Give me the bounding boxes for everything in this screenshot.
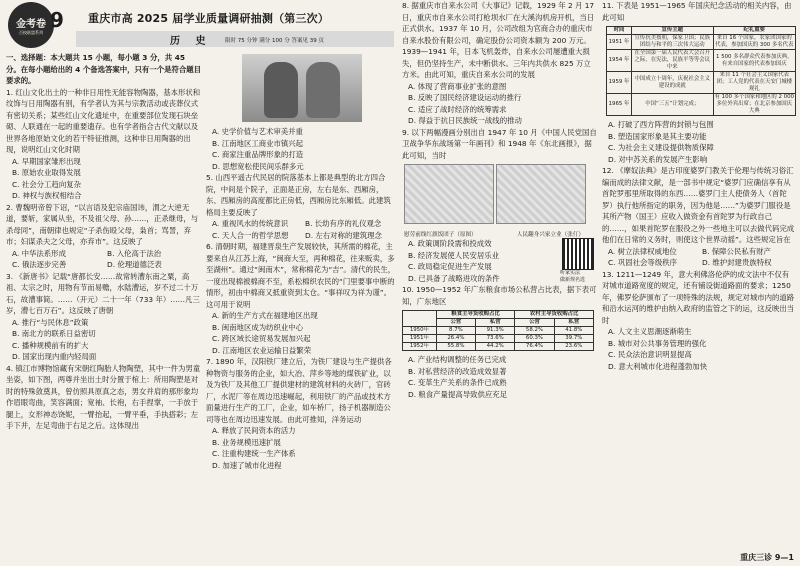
subject-label: 历 史	[170, 36, 212, 47]
table-row	[607, 72, 796, 94]
q10-table	[402, 310, 594, 351]
q12-option-d: D. 维护封建贵族特权	[702, 258, 772, 267]
cell: 58.2%	[515, 327, 554, 335]
cell: 73.6%	[476, 335, 515, 343]
q9-option-c: C. 政局稳定促进生产发展	[408, 262, 492, 271]
q11-table	[606, 26, 796, 116]
q2-options-row2	[12, 259, 202, 271]
paper-title: 重庆市高 2025 届学业质量调研抽测（第三次）	[88, 12, 330, 25]
q1-option-a: A. 早期国家雏形出现	[12, 156, 81, 166]
question-5-stem: 5. 山西平遥古代民居的院落基本上都是典型的北方四合院，中间是个院子，正面是正房，左右是东、西厢房，东、西厢房的高度都比正房低，西厢房比东厢低。此建筑格局主要反映了	[206, 173, 391, 217]
cartoon-images	[404, 164, 584, 230]
q7-option-d: D. 加速了城市化进程	[212, 460, 282, 470]
question-8-stem: 8. 据重庆市自来水公司《大事记》记载，1929 年 2 月 17 日，重庆市自来水公司打枪坝水厂在大溪沟机房开机，当日正式供水。1937 年 10 月，公司改组为官商合办的重庆市自来水股份有限公司，确定股份公司资本额为 200 万元。1939—1941 年，日本飞机轰炸，自来水公司屡遭重大损失，但仍坚持生产，未中断供水。三年内共供水 825 万立方米。由此可知，重庆自来水公司的发展	[402, 1, 595, 79]
logo-subtitle: 百校联盟系列	[19, 29, 43, 35]
cell: 来自 16 个国家，农家团国家的代表，参加国庆的 300 多名代表	[713, 35, 795, 50]
q8-option-a: A. 体现了营商事业扩张的意图	[408, 81, 507, 91]
cell: 1951 年	[607, 35, 632, 50]
cell: 1951年	[403, 335, 437, 343]
question-13-stem: 13. 1211—1249 年，意大利佛洛伦萨的成文法中不仅有对城市道路宽度的规定，还有铺设街道路面的要求；1250 年，佛罗伦萨颁布了一项特殊的法规，规定对城市内的道路和沿水运河的维护由纳入政府的监管之下的运，这反映出当时	[602, 269, 795, 325]
table-row	[403, 343, 594, 351]
q6-option-b: B. 闽南地区成为纺织业中心	[212, 322, 304, 332]
table-sub-priv1: 私营	[476, 319, 515, 327]
cell: 1959 年	[607, 72, 632, 94]
q10-option-d: D. 粮食产量提高导致供应充足	[408, 389, 508, 399]
question-4-stem: 4. 镇江市博物馆藏有宋朝红陶胎人物陶塑，其中一件为男童坐姿，如下图，两尊并坐出土时分置于棺上：所用陶塑是对时的特殊敛奠具，曾仿照具原真之态，男女并肩的那形象均作眉眼弯曲，笑容满面；宽袖、长袍，右手捏掌，一手放于腿上，女形神态饶妮，一臂抬起，一臂平垂，手执搭彩；左手下并，左足弯曲于右足之后。这体现出	[6, 363, 201, 430]
q5-option-c: C. 天人合一的哲学思想	[212, 230, 289, 240]
q1-option-d: D. 神权与族权相结合	[12, 191, 82, 200]
cell: 76.4%	[515, 343, 554, 351]
page-footer: 重庆三诊 9—1	[740, 553, 794, 562]
q4-option-d: D. 思想宽松使民间乐群多元	[212, 161, 304, 171]
q13-option-c: C. 民众法治意识明显提高	[608, 350, 692, 359]
q1-option-c: C. 社会分工趋向复杂	[12, 179, 81, 189]
column-3	[402, 0, 598, 566]
exam-meta: 限时 75 分钟 满分 100 分 答案见 39 页	[225, 38, 324, 44]
q11-option-a: A. 打破了西方阵营的封锁与包围	[608, 120, 714, 129]
q6-option-a: A. 新的生产方式在福建地区出现	[212, 311, 318, 320]
q8-option-c: C. 适应了战时经济的统筹需求	[408, 104, 507, 114]
q8-option-d: D. 得益于抗日民族统一战线的推动	[408, 116, 522, 125]
cartoon-left	[404, 164, 494, 224]
q12-option-c: C. 巩固社会等级秩序	[608, 258, 677, 267]
q6-option-d: D. 江南地区农业运输日益繁荣	[212, 345, 312, 355]
q3-option-c: C. 播种规模前有的扩大	[12, 340, 89, 350]
caption-left: 慰劳前线红旗饭团子（原图）	[404, 232, 477, 238]
q5-option-d: D. 左右对称的建筑理念	[305, 230, 382, 240]
q5-option-a: A. 重视风水的传统意识	[212, 219, 289, 228]
q8-option-b: B. 反映了国民经济建设运动的推行	[408, 93, 522, 102]
column-2	[206, 0, 398, 566]
table-header-city: 粮食主导货收购占比	[436, 311, 515, 319]
cell: 39.7%	[554, 335, 593, 343]
table-header-rural: 农村主导货收购占比	[515, 311, 594, 319]
table-sub-priv2: 私营	[554, 319, 593, 327]
th-ceremony: 纪礼重要	[713, 27, 795, 35]
q4-option-a: A. 史学价值与艺术审美并重	[212, 127, 303, 136]
cell: 1965 年	[607, 94, 632, 116]
q13-option-a: A. 人文主义思潮逐渐萌生	[608, 327, 692, 336]
section-heading: 一、选择题：本大题共 15 小题，每小题 3 分，共 45 分。在每小题给出的 4 个备选答案中，只有一个是符合题目要求的。	[6, 53, 202, 85]
table-row	[403, 327, 594, 335]
table-sub-gov1: 公营	[436, 319, 475, 327]
q13-option-b: B. 城市对公共事务管理的强化	[608, 338, 707, 348]
q5-options-row1	[212, 218, 398, 230]
brand-logo	[8, 2, 54, 48]
q1-option-b: B. 原始农业取得发展	[12, 168, 81, 177]
cartoon-right	[496, 164, 586, 224]
caption-right: 人民翻身兴家立业（张仃）	[516, 232, 584, 238]
cell: 1 500 多名群众代表参加庆典，有来自国家的代表参加国庆	[713, 50, 795, 72]
q11-option-b: B. 塑造国家形象是其主要功能	[608, 131, 707, 141]
table-header-row	[607, 27, 796, 35]
cell: 有 100 多个国家和地区的 2 000 多位外宾出席；在北京参加国庆大典	[714, 94, 794, 114]
q2-option-a: A. 中华法系形成	[12, 248, 66, 258]
column-4	[602, 0, 796, 566]
q12-options-row2	[608, 257, 796, 269]
q4-option-c: C. 商家注重品牌形象的打造	[212, 150, 304, 159]
paper-number: 9	[50, 8, 64, 32]
table-row	[607, 50, 796, 72]
q10-option-c: C. 变革生产关系的条件已成熟	[408, 378, 507, 387]
question-9-stem: 9. 以下两幅漫画分别出自 1947 年 10 月《中国人民党国自卫战争华东战场第一年画刊》和 1948 年《东北画报》，据此可知，当时	[402, 127, 597, 160]
q7-option-b: B. 业务规模迅速扩展	[212, 437, 281, 447]
cell: 8.7%	[436, 327, 475, 335]
q2-option-c: C. 俄法逐步完善	[12, 260, 67, 269]
q4-option-b: B. 江南地区工商业市镇兴起	[212, 138, 304, 148]
q5-option-b: B. 长幼有序的礼仪观念	[305, 219, 382, 228]
q3-option-b: B. 南北方的联系日益密切	[12, 329, 96, 338]
q9-option-b: B. 经济发展使人民安居乐业	[408, 250, 500, 260]
cell: 1952年	[403, 343, 437, 351]
question-7-stem: 7. 1890 年，汉阳铁厂建立后，为铁厂建设与生产提供各种物资与服务的企业，如大冶、萍乡等地的煤铁矿业，以及为铁厂及其他工厂提供建材的建筑材料的火砖厂，官砖厂，水泥厂等在周边迅速崛起，利用铁厂的产品或技术方面量进行生产的工厂，企业，如车桥厂，扬子机器制造公司等也在周边迅速发展。由此可推知，洋务运动	[206, 357, 392, 424]
th-theme: 宣传主题	[632, 27, 714, 35]
q13-option-d: D. 意大利城市化进程蓬勃加快	[608, 361, 708, 371]
table-row	[607, 35, 796, 50]
column-1	[6, 0, 202, 566]
question-3-stem: 3. 《新唐书》记载“唐都长安……故常转漕东南之粟，高祖、太宗之时，用物有节而易赡，水陆漕运，岁不过二十万石，故漕事简。……（开元）二十一年（733 年）……凡三岁，漕七百万石”。这反映了唐朝	[6, 271, 200, 315]
figure-female	[306, 62, 340, 118]
q10-option-a: A. 产业结构调整的任务已完成	[408, 355, 507, 364]
q12-option-b: B. 保障公民私有财产	[702, 246, 771, 256]
cell: 中国“三五”计划完成；	[632, 94, 714, 116]
cell: 中国成立十周年，庆祝社会主义建设的成就	[632, 72, 714, 94]
q10-option-b: B. 对私营经济的改造成效显著	[408, 366, 507, 376]
cell: 来自 11 个社会主义国家代表团；工人党的代表在天安门城楼观礼	[713, 72, 795, 94]
q7-option-a: A. 释放了民间资本的活力	[212, 426, 296, 435]
q11-option-c: C. 为社会主义建设提供物质保障	[608, 143, 714, 152]
qr-code[interactable]	[562, 238, 594, 270]
pottery-figures-image	[242, 54, 362, 122]
figure-male	[264, 62, 298, 118]
question-1-stem: 1. 红山文化出土的一种非日用性无能容物陶器，基本形状和纹饰与日用陶器有别，有学者认为其与宗教活动或丧葬仪式有密切关系；某些红山文化遗址中，在重要部位发现石块垒砌、人联通在一起的重要遗存。也有学者指合古代文献以及世界各地原始文化的若干特征推测，这种非日用陶器的出现，说明红山文化时期	[6, 87, 201, 154]
question-2-stem: 2. 曹魏明帝曾下诏，“以言语及犯宗庙国讳，渭之大逆无道，要斩，家属从坐，不及祖父母、孙……，正杀继母，与杀母同”，南朝律也规定“子杀伤殴父母，枭首；骂詈，弃市；妇谋杀夫之父母，亦弃市”。这反映了	[6, 202, 199, 246]
q5-options-row2	[212, 230, 398, 242]
cell: 在全国第一届人民代表大会召开之际，在宪法，民族平等等会议中来	[632, 50, 714, 72]
q12-option-a: A. 树立法律权威地位	[608, 246, 677, 256]
q2-option-d: D. 伦理道德泛表	[107, 260, 162, 269]
q2-options-row1	[12, 248, 202, 260]
th-time: 时间	[607, 27, 632, 35]
cell: 23.6%	[554, 343, 593, 351]
q9-option-a: A. 政策调阶段需和投成效	[408, 239, 492, 248]
question-11-stem: 11. 下表是 1951—1965 年国庆纪念活动的相关内容，由此可知	[602, 1, 792, 22]
q3-option-d: D. 国家出现内重内轻局面	[12, 352, 97, 361]
cell: 44.2%	[476, 343, 515, 351]
table-row	[403, 335, 594, 343]
q9-option-d: D. 已具备了战略进攻的条件	[408, 273, 500, 283]
table-header-row	[403, 311, 594, 319]
cell: 1954 年	[607, 50, 632, 72]
qr-caption: 听家实法 做新规名选	[560, 270, 586, 283]
cell: 60.3%	[515, 335, 554, 343]
question-10-stem: 10. 1950—1952 年广东粮食市场公私营占比表，据下表可知，广东地区	[402, 285, 597, 306]
cell: 91.3%	[476, 327, 515, 335]
q3-option-a: A. 推行“与民休息”政策	[12, 317, 89, 327]
cell: 宣传抗美援朝，保家卫国；民族团结与和平的三次伟大运动	[632, 35, 714, 50]
table-header-year	[403, 311, 437, 327]
question-12-stem: 12. 《摩奴法典》是古印度婆罗门教关于伦理与传统习俗汇编而成的法律文献，是一部书中规定“婆罗门应确信享有从首陀罗那里所取得的东西……婆罗门主人使债务人（首陀罗）执行他所指定的职务，因为他是……”为婆罗门服役是其所产物（国王）应收入做资金有首陀罗为行政自己的……，如果首陀罗在服役之外一些地主可以去做代码完成他们在日常的义务时，则使这个世界动摇”。这些规定旨在	[602, 166, 795, 244]
cell: 26.4%	[436, 335, 475, 343]
table-row	[607, 94, 796, 116]
q12-options-row1	[608, 246, 796, 258]
q6-option-c: C. 跨区域长途贸易发展加兴起	[212, 334, 311, 343]
cartoon-captions	[404, 230, 584, 238]
cell: 41.8%	[554, 327, 593, 335]
q11-option-d: D. 对中苏关系的发展产生影响	[608, 154, 708, 164]
q2-option-b: B. 入伦高于法治	[107, 248, 162, 258]
q7-option-c: C. 注重构建统一生产体系	[212, 449, 296, 458]
logo-title: 金考卷	[16, 18, 46, 30]
question-6-stem: 6. 清朝时期，福建晋泉生产发展较快，其所需的棉花，主要来自从江苏上海，“闽商大至，再种棉花，往来贩卖，多至湖州”。通过“闽南木”，常称棉花为“吉”。清代的民生，一度出现棉被棉商不至，系松棉织农民的“门里要事中断的情形，初由中棉商又抵重资到太仓。“事祥叹为祥为谨”。这可用于说明	[206, 242, 396, 309]
table-sub-gov2: 公营	[515, 319, 554, 327]
cell: 55.8%	[436, 343, 475, 351]
cell: 1950年	[403, 327, 437, 335]
